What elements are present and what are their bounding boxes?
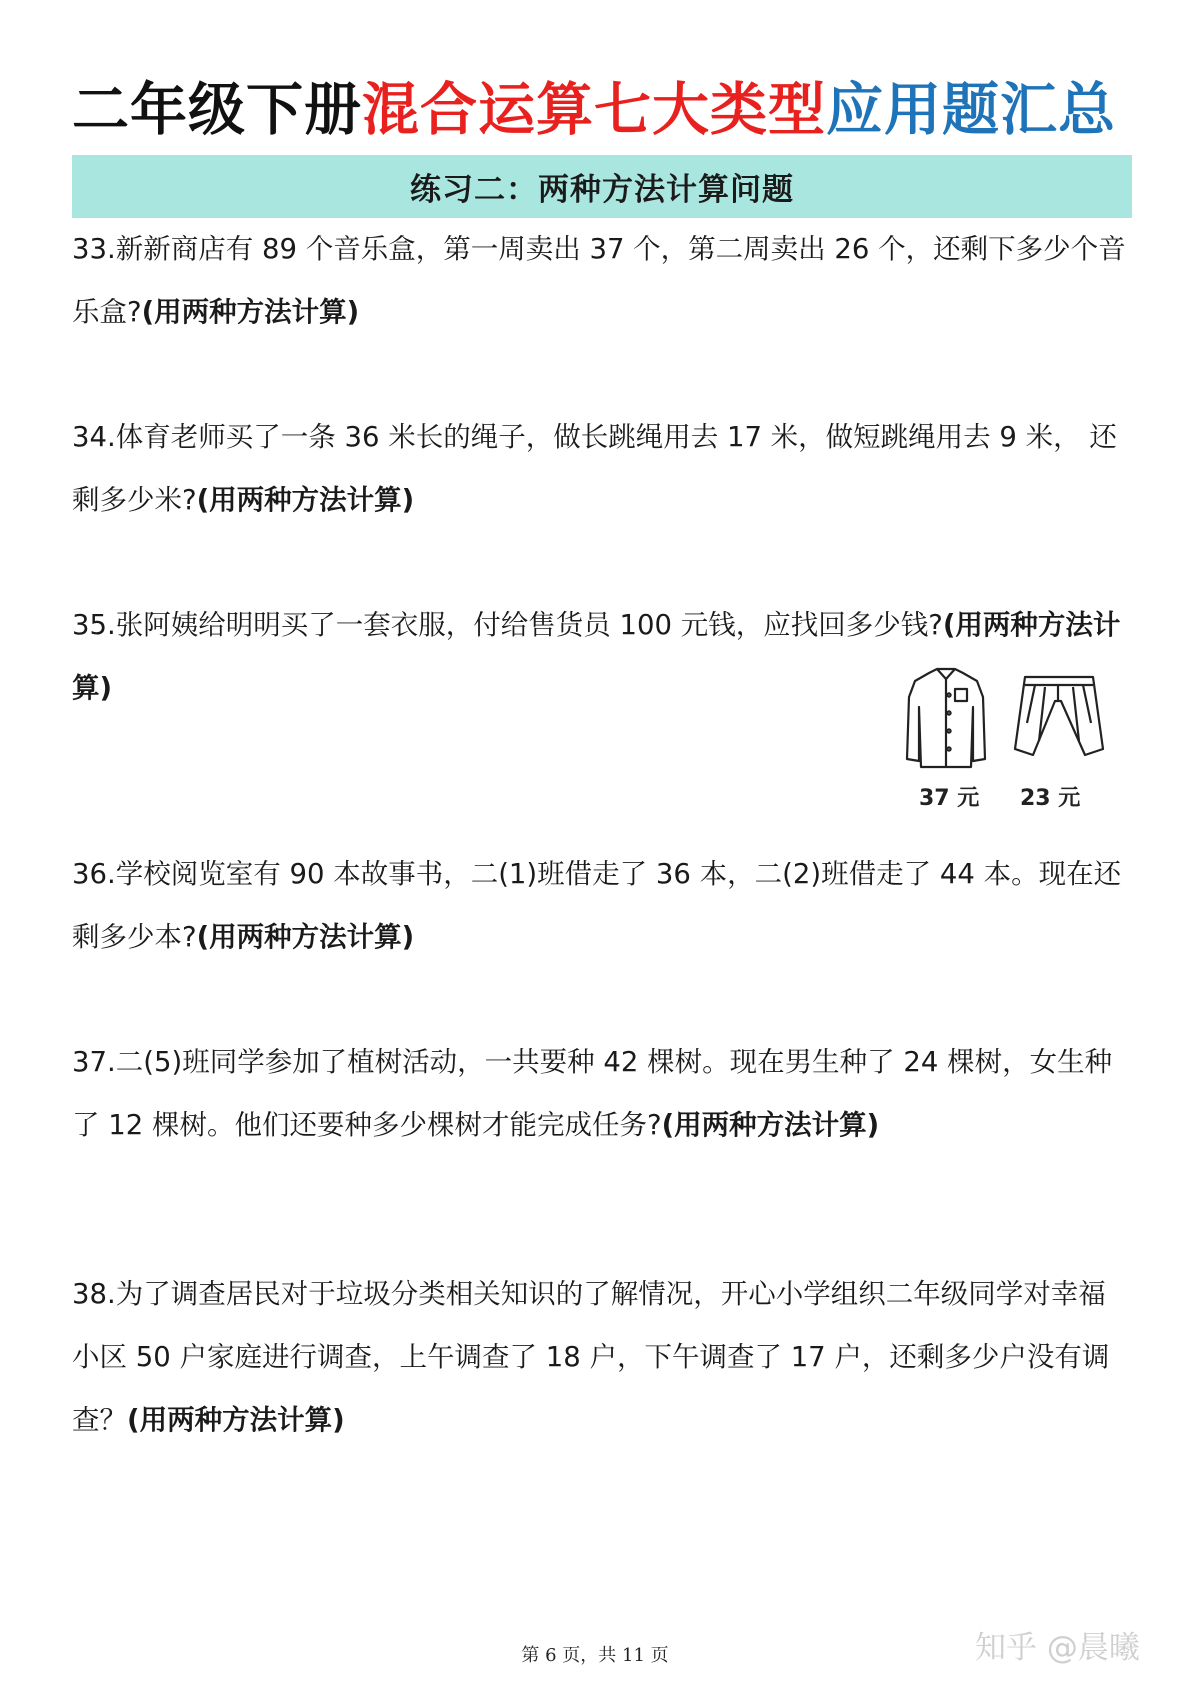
pants-price: 23 元 [1020, 786, 1081, 811]
clothes-drawing [905, 663, 1115, 778]
page-footer: 第 6 页，共 11 页 [521, 1645, 669, 1666]
question-38 [72, 1263, 1132, 1452]
question-note: (用两种方法计算) [72, 609, 1121, 704]
question-note: (用两种方法计算) [141, 296, 360, 328]
question-note: (用两种方法计算) [661, 1109, 880, 1141]
shirt-price: 37 元 [919, 786, 980, 811]
title-part-topic: 混合运算七大类型 [362, 77, 826, 143]
clothes-illustration [905, 663, 1115, 818]
question-text: 38.为了调查居民对于垃圾分类相关知识的了解情况，开心小学组织二年级同学对幸福小区 50 户家庭进行调查，上午调查了 18 户，下午调查了 17 户，还剩多少户没有调查？ [72, 1278, 1110, 1436]
title-part-grade: 二年级下册 [72, 77, 362, 143]
question-34 [72, 406, 1132, 532]
question-text: 35.张阿姨给明明买了一套衣服，付给售货员 100 元钱，应找回多少钱? [72, 609, 943, 641]
question-note: (用两种方法计算) [196, 484, 415, 516]
shirt-icon [907, 669, 985, 767]
question-note: (用两种方法计算) [127, 1404, 345, 1436]
question-text: 33.新新商店有 89 个音乐盒，第一周卖出 37 个，第二周卖出 26 个，还剩下多少个音乐盒? [72, 233, 1126, 328]
watermark: 知乎 @晨曦 [975, 1630, 1140, 1666]
section-banner: 练习二：两种方法计算问题 [72, 155, 1132, 218]
pants-icon [1015, 677, 1103, 755]
question-note: (用两种方法计算) [196, 921, 415, 953]
question-text: 37.二(5)班同学参加了植树活动，一共要种 42 棵树。现在男生种了 24 棵树，女生种了 12 棵树。他们还要种多少棵树才能完成任务? [72, 1046, 1113, 1141]
question-text: 34.体育老师买了一条 36 米长的绳子，做长跳绳用去 17 米，做短跳绳用去 9 米， 还剩多少米? [72, 421, 1117, 516]
title-part-summary: 应用题汇总 [826, 77, 1116, 143]
question-33 [72, 218, 1132, 344]
question-37 [72, 1031, 1132, 1157]
question-text: 36.学校阅览室有 90 本故事书，二(1)班借走了 36 本，二(2)班借走了 44 本。现在还剩多少本? [72, 858, 1122, 953]
page-title [72, 72, 1132, 148]
question-36 [72, 843, 1132, 969]
